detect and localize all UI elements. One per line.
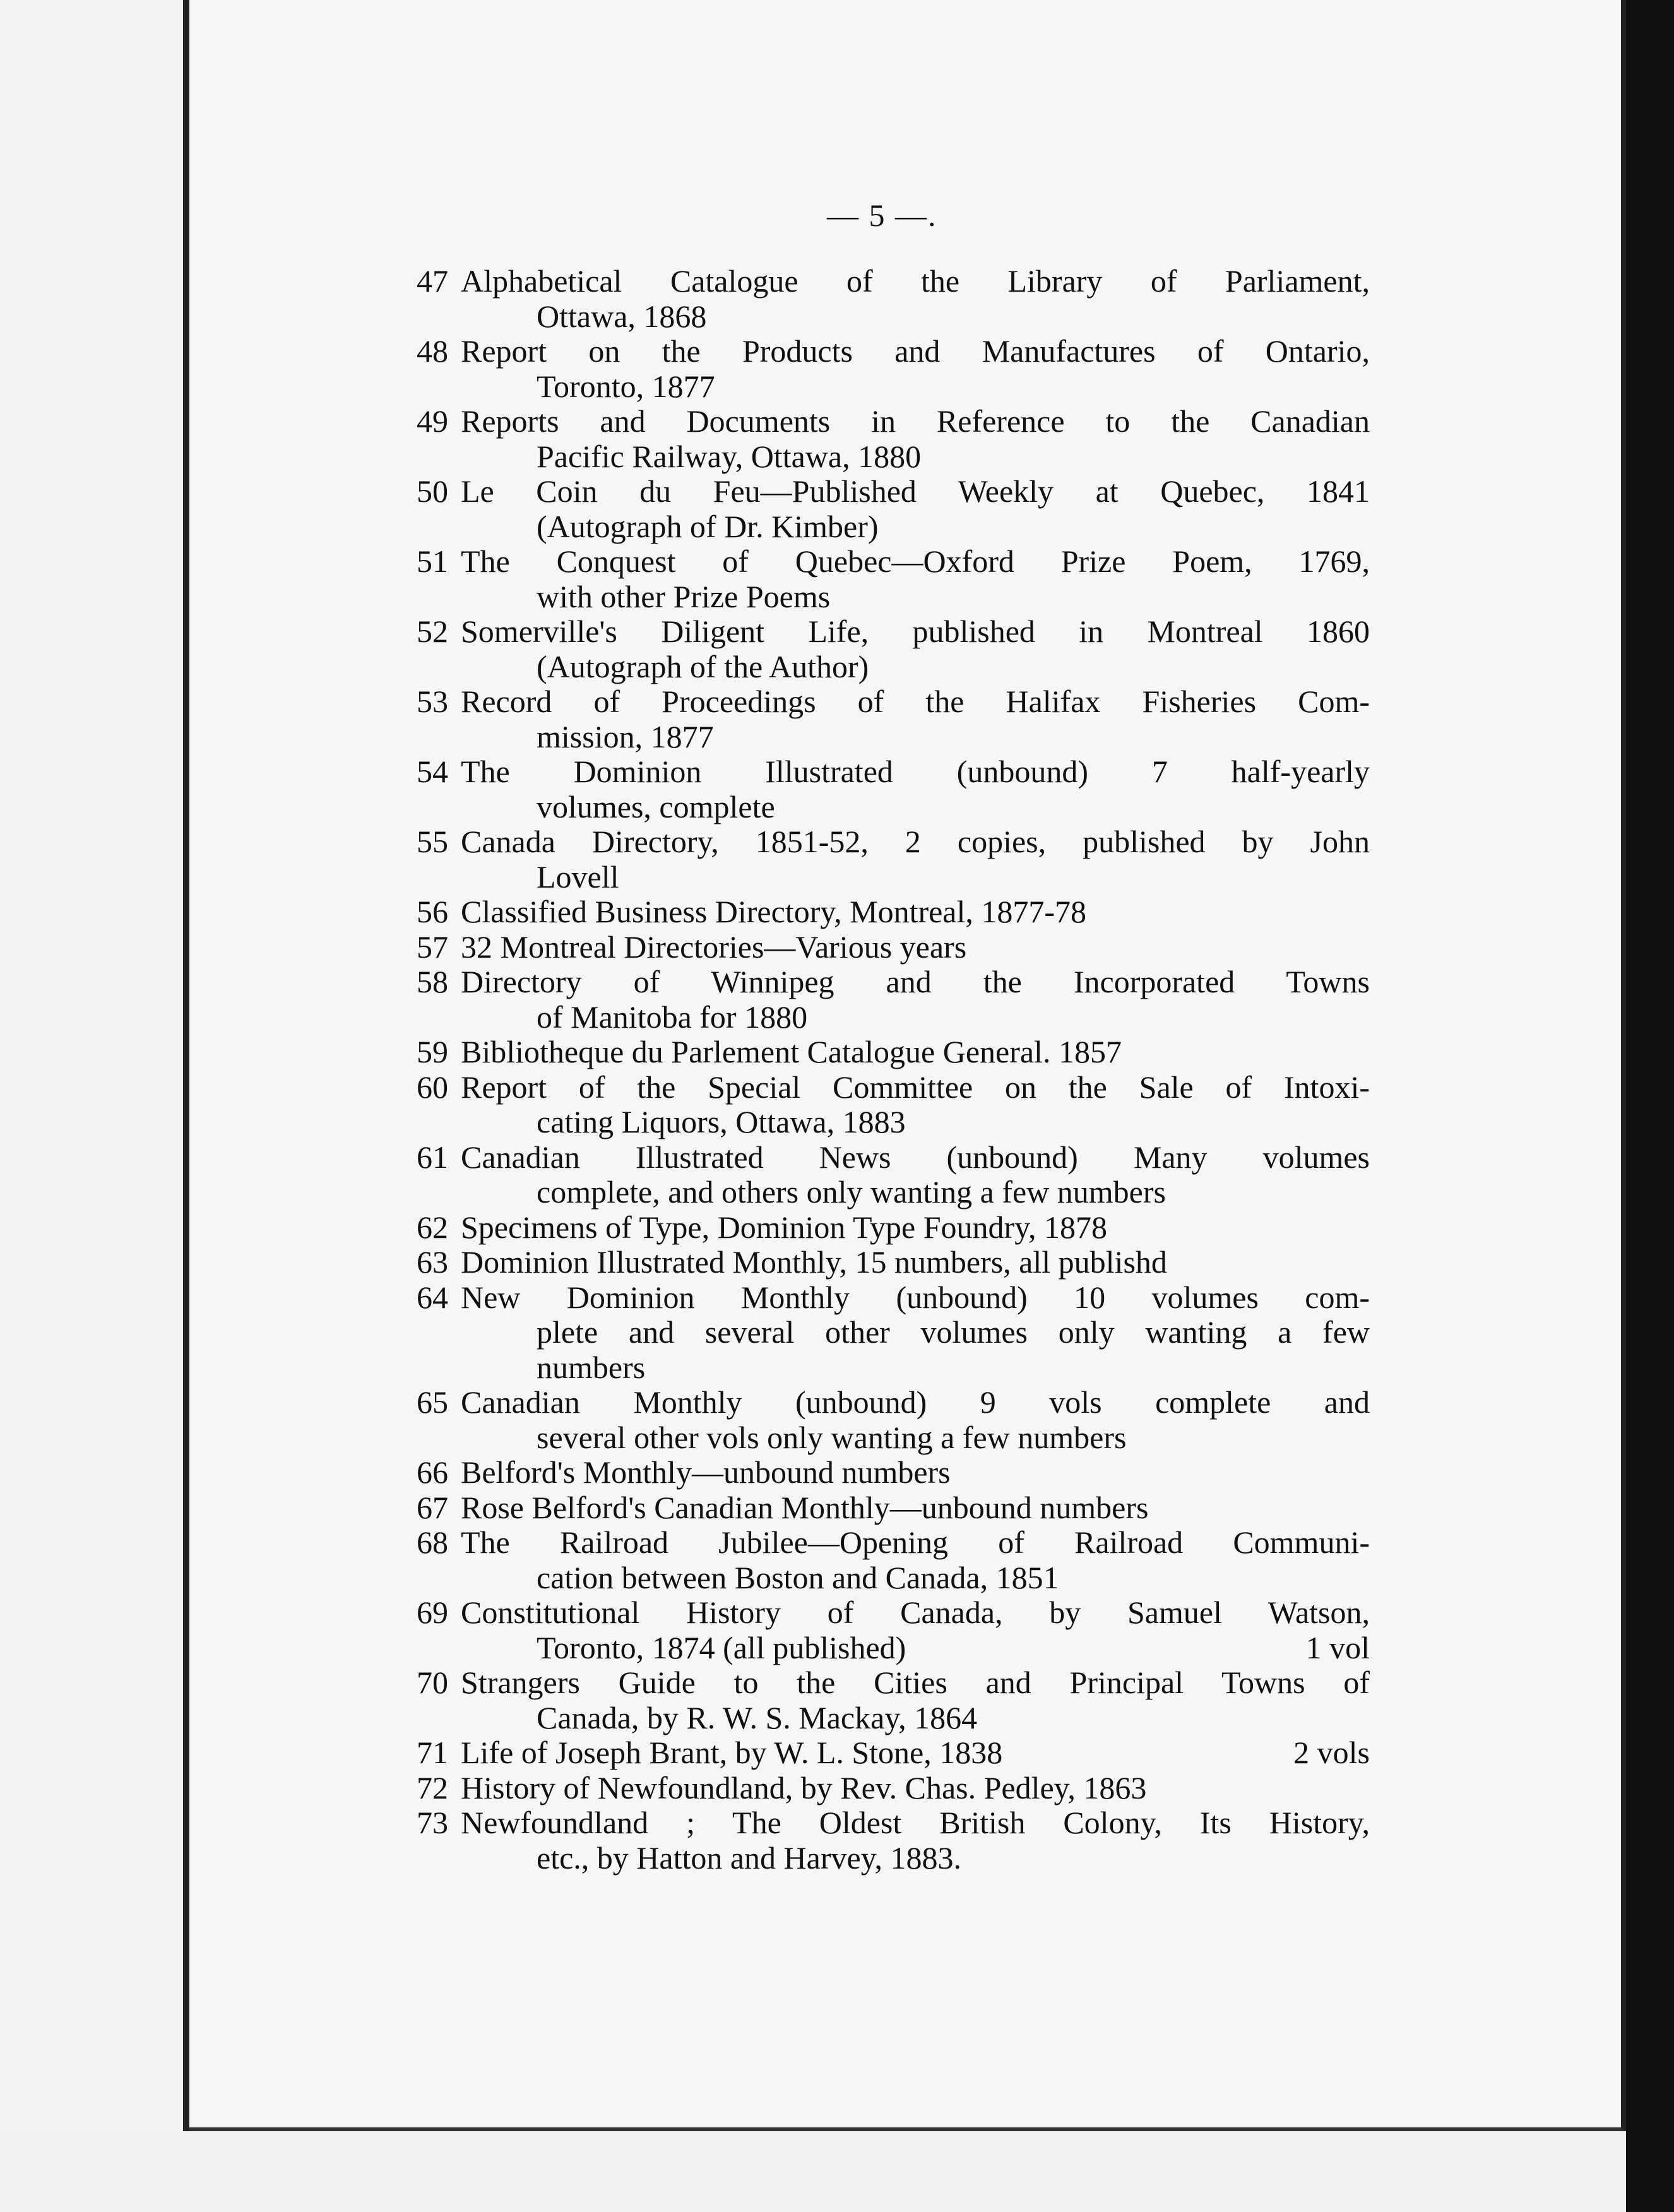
entry-text: Reports and Documents in Reference to the Canadian: [461, 403, 1370, 439]
entry-text: Toronto, 1874 (all published): [537, 1629, 906, 1665]
catalog-entry: [410, 1490, 1370, 1526]
entry-text: several other vols only wanting a few numbers: [537, 1419, 1127, 1455]
entry-number: 53: [417, 684, 448, 719]
entry-number: 47: [417, 263, 448, 299]
entry-text: of Manitoba for 1880: [537, 999, 808, 1035]
entry-text: volumes, complete: [537, 788, 775, 824]
entry-text: Specimens of Type, Dominion Type Foundry, 1878: [461, 1209, 1107, 1245]
catalog-list: [410, 264, 1370, 1876]
page-number: — 5 —.: [827, 198, 937, 233]
entry-continuation-line: [410, 1315, 1370, 1350]
entry-number: 56: [417, 894, 448, 929]
entry-text: Constitutional History of Canada, by Samuel Watson,: [461, 1595, 1370, 1630]
entry-title-line: [410, 1210, 1370, 1246]
entry-number: 71: [417, 1735, 448, 1770]
catalog-entry: [410, 1805, 1370, 1876]
entry-text: Canada Directory, 1851-52, 2 copies, published by John: [461, 824, 1370, 859]
catalog-entry: [410, 1140, 1370, 1210]
entry-title-line: [410, 264, 1370, 299]
catalog-entry: [410, 824, 1370, 895]
catalog-entry: [410, 1280, 1370, 1386]
entry-text: Life of Joseph Brant, by W. L. Stone, 1838: [461, 1735, 1003, 1770]
entry-text: The Conquest of Quebec—Oxford Prize Poem, 1769,: [461, 544, 1370, 579]
entry-number: 59: [417, 1034, 448, 1069]
catalog-entry: [410, 334, 1370, 404]
entry-continuation-line: [410, 1561, 1370, 1596]
entry-text: Canada, by R. W. S. Mackay, 1864: [537, 1699, 978, 1735]
entry-number: 57: [417, 929, 448, 965]
entry-text: cating Liquors, Ottawa, 1883: [537, 1104, 906, 1139]
scan-bottom-margin: [0, 2131, 1674, 2212]
entry-volume-count: 2 vols: [1293, 1735, 1370, 1770]
catalog-entry: [410, 1455, 1370, 1490]
entry-title-line: [410, 1735, 1370, 1771]
entry-title-line: [410, 614, 1370, 650]
entry-continuation-line: [410, 860, 1370, 895]
entry-number: 52: [417, 614, 448, 649]
entry-title-line: [410, 930, 1370, 965]
entry-number: 51: [417, 544, 448, 579]
entry-text: mission, 1877: [537, 718, 714, 754]
entry-text: Classified Business Directory, Montreal, 1877-78: [461, 894, 1087, 929]
catalog-entry: [410, 1070, 1370, 1140]
entry-title-line: [410, 1525, 1370, 1561]
entry-title-line: [410, 754, 1370, 790]
catalog-entry: [410, 895, 1370, 930]
entry-continuation-line: [410, 299, 1370, 335]
entry-text: with other Prize Poems: [537, 578, 831, 614]
entry-text: Record of Proceedings of the Halifax Fisheries Com-: [461, 684, 1370, 719]
entry-title-line: [410, 1385, 1370, 1420]
entry-text: Bibliotheque du Parlement Catalogue General. 1857: [461, 1034, 1122, 1069]
entry-text: History of Newfoundland, by Rev. Chas. Pedley, 1863: [461, 1769, 1147, 1805]
catalog-entry: [410, 1595, 1370, 1665]
entry-text: Pacific Railway, Ottawa, 1880: [537, 438, 922, 474]
entry-text: Ottawa, 1868: [537, 298, 707, 334]
scan-left-rule: [183, 0, 189, 2212]
entry-title-line: [410, 474, 1370, 509]
scan-right-edge: [1626, 0, 1674, 2212]
entry-title-line: [410, 1280, 1370, 1316]
entry-title-line: [410, 965, 1370, 1000]
entry-text: etc., by Hatton and Harvey, 1883.: [537, 1840, 961, 1876]
entry-number: 69: [417, 1595, 448, 1630]
entry-number: 68: [417, 1525, 448, 1560]
entry-text: numbers: [537, 1349, 646, 1385]
entry-number: 67: [417, 1489, 448, 1525]
catalog-entry: [410, 1525, 1370, 1595]
catalog-entry: [410, 404, 1370, 474]
entry-text: Canadian Illustrated News (unbound) Many volumes: [461, 1139, 1370, 1175]
entry-continuation-line: [410, 1105, 1370, 1140]
entry-text: plete and several other volumes only wanting a few: [537, 1314, 1370, 1350]
entry-title-line: [410, 1035, 1370, 1070]
entry-continuation-line: [410, 1350, 1370, 1386]
entry-number: 72: [417, 1769, 448, 1805]
entry-continuation-line: [410, 790, 1370, 825]
entry-continuation-line: [410, 1841, 1370, 1876]
catalog-entry: [410, 684, 1370, 754]
entry-text: New Dominion Monthly (unbound) 10 volumes com-: [461, 1279, 1370, 1315]
entry-text: Lovell: [537, 859, 619, 895]
entry-volume-count: 1 vol: [1305, 1629, 1370, 1665]
catalog-entry: [410, 1035, 1370, 1070]
entry-number: 54: [417, 754, 448, 789]
entry-number: 73: [417, 1805, 448, 1840]
entry-title-line: [410, 1245, 1370, 1280]
entry-title-line: [410, 544, 1370, 580]
entry-continuation-line: [410, 1701, 1370, 1736]
entry-text: Canadian Monthly (unbound) 9 vols complete and: [461, 1384, 1370, 1420]
entry-text: complete, and others only wanting a few numbers: [537, 1174, 1166, 1210]
entry-continuation-line: [410, 369, 1370, 405]
catalog-entry: [410, 965, 1370, 1035]
entry-title-line: [410, 1070, 1370, 1105]
catalog-entry: [410, 474, 1370, 544]
entry-title-line: [410, 1771, 1370, 1806]
catalog-entry: [410, 614, 1370, 684]
entry-number: 61: [417, 1139, 448, 1175]
entry-title-line: [410, 1140, 1370, 1175]
entry-text: Rose Belford's Canadian Monthly—unbound numbers: [461, 1489, 1149, 1525]
entry-number: 70: [417, 1665, 448, 1700]
entry-number: 60: [417, 1069, 448, 1105]
entry-title-line: [410, 684, 1370, 720]
entry-title-line: [410, 404, 1370, 439]
entry-number: 49: [417, 403, 448, 439]
entry-text: Dominion Illustrated Monthly, 15 numbers, all publishd: [461, 1244, 1167, 1280]
entry-title-line: [410, 1490, 1370, 1526]
entry-title-line: [410, 1595, 1370, 1631]
catalog-entry: [410, 544, 1370, 614]
entry-continuation-line: [410, 580, 1370, 615]
scan-left-margin: [0, 0, 189, 2212]
entry-text: Strangers Guide to the Cities and Principal Towns of: [461, 1665, 1370, 1700]
entry-title-line: [410, 824, 1370, 860]
entry-title-line: [410, 334, 1370, 369]
catalog-entry: [410, 930, 1370, 965]
entry-continuation-line: [410, 720, 1370, 755]
entry-continuation-line: [410, 1175, 1370, 1210]
entry-text: The Dominion Illustrated (unbound) 7 half-yearly: [461, 754, 1370, 789]
entry-continuation-line: [410, 1631, 1370, 1666]
entry-text: Somerville's Diligent Life, published in Montreal 1860: [461, 614, 1370, 649]
entry-text: (Autograph of Dr. Kimber): [537, 508, 879, 544]
entry-continuation-line: [410, 650, 1370, 685]
entry-number: 64: [417, 1279, 448, 1315]
entry-text: cation between Boston and Canada, 1851: [537, 1559, 1059, 1595]
catalog-entry: [410, 1735, 1370, 1771]
entry-text: The Railroad Jubilee—Opening of Railroad Communi-: [461, 1525, 1370, 1560]
entry-number: 62: [417, 1209, 448, 1245]
entry-text: (Autograph of the Author): [537, 648, 869, 684]
entry-title-line: [410, 1805, 1370, 1841]
entry-number: 55: [417, 824, 448, 859]
catalog-entry: [410, 1771, 1370, 1806]
entry-continuation-line: [410, 439, 1370, 475]
entry-number: 58: [417, 964, 448, 999]
catalog-entry: [410, 1245, 1370, 1280]
entry-number: 48: [417, 333, 448, 369]
catalog-entry: [410, 264, 1370, 334]
entry-text: Alphabetical Catalogue of the Library of Parliament,: [461, 263, 1370, 299]
entry-title-line: [410, 1455, 1370, 1490]
entry-text: Toronto, 1877: [537, 368, 715, 404]
entry-text: Report of the Special Committee on the Sale of Intoxi-: [461, 1069, 1370, 1105]
entry-title-line: [410, 1665, 1370, 1701]
entry-text: Le Coin du Feu—Published Weekly at Quebec, 1841: [461, 473, 1370, 509]
entry-continuation-line: [410, 1000, 1370, 1035]
catalog-entry: [410, 1210, 1370, 1246]
entry-number: 63: [417, 1244, 448, 1280]
entry-text: 32 Montreal Directories—Various years: [461, 929, 967, 965]
entry-text: Report on the Products and Manufactures of Ontario,: [461, 333, 1370, 369]
catalog-entry: [410, 754, 1370, 824]
entry-continuation-line: [410, 509, 1370, 545]
entry-number: 66: [417, 1454, 448, 1490]
catalog-entry: [410, 1385, 1370, 1455]
entry-text: Belford's Monthly—unbound numbers: [461, 1454, 951, 1490]
entry-text: Newfoundland ; The Oldest British Colony, Its History,: [461, 1805, 1370, 1840]
entry-continuation-line: [410, 1420, 1370, 1456]
catalog-entry: [410, 1665, 1370, 1735]
entry-title-line: [410, 895, 1370, 930]
entry-text: Directory of Winnipeg and the Incorporated Towns: [461, 964, 1370, 999]
entry-number: 65: [417, 1384, 448, 1420]
entry-number: 50: [417, 473, 448, 509]
